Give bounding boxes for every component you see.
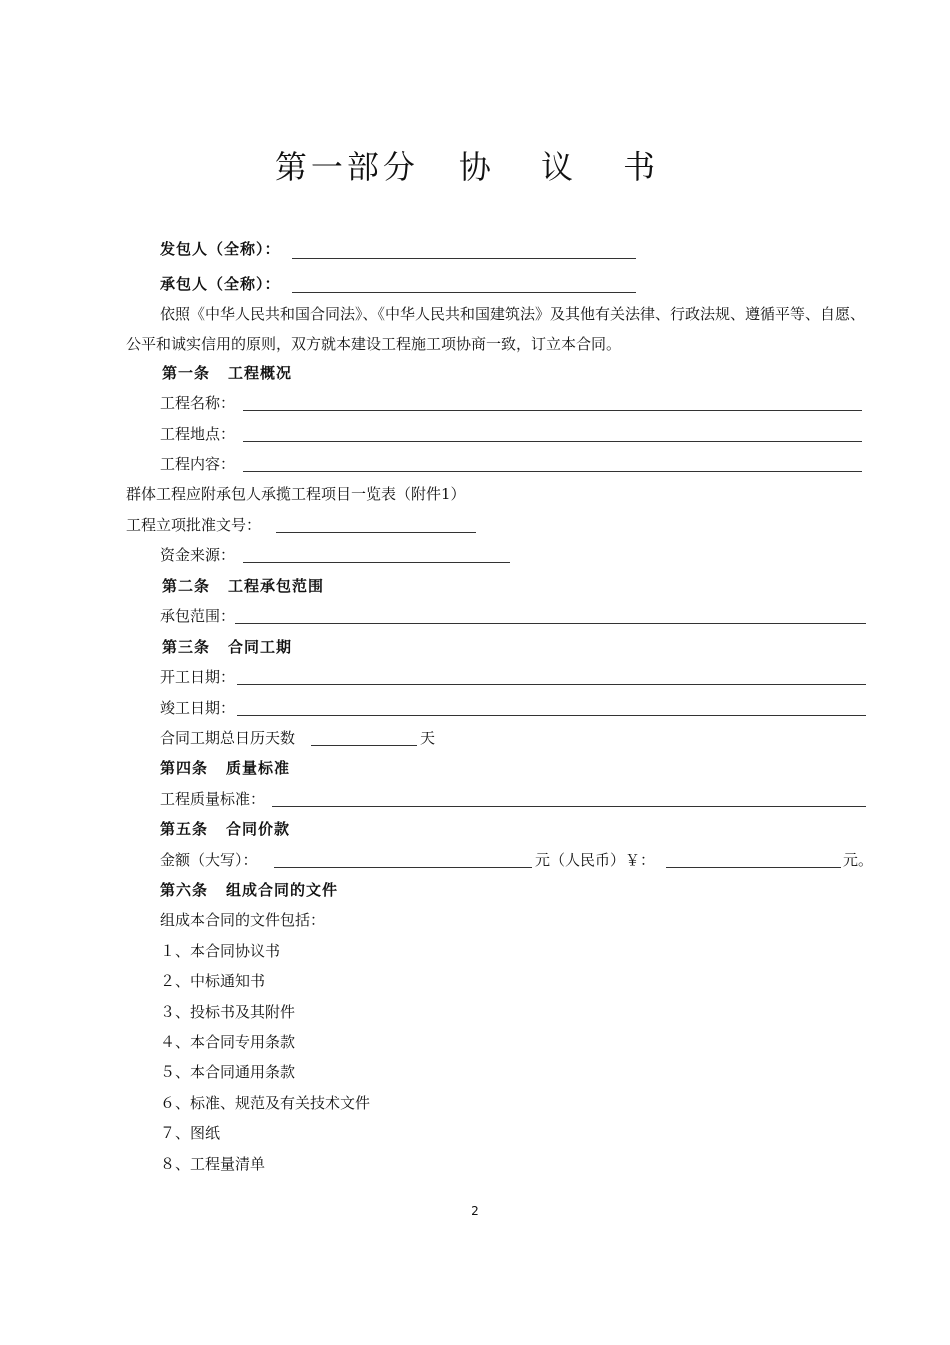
article-3-heading — [162, 636, 292, 658]
scope-label: 承包范围： — [160, 607, 236, 625]
approval-number-label: 工程立项批准文号： — [126, 516, 262, 534]
intro-paragraph: 依照《中华人民共和国合同法》、《中华人民共和国建筑法》及其他有关法律、行政法规、遵循平等、自愿、公平和诚实信用的原则，双方就本建设工程施工项协商一致，订立本合同。 — [126, 305, 866, 353]
contractor-field[interactable] — [292, 292, 636, 293]
start-date-label: 开工日期： — [160, 668, 236, 686]
project-location-field[interactable] — [243, 441, 862, 442]
fund-source-field[interactable] — [243, 562, 510, 563]
contractor-label: 承包人（全称）： — [160, 275, 281, 293]
article-3-title: 合同工期 — [228, 638, 293, 656]
group-project-note: 群体工程应附承包人承揽工程项目一览表（附件1） — [126, 485, 466, 503]
list-item: ２、中标通知书 — [160, 972, 266, 990]
article-5-title: 合同价款 — [226, 820, 291, 838]
article-1-title: 工程概况 — [228, 364, 293, 382]
list-item: ４、本合同专用条款 — [160, 1033, 296, 1051]
start-date-field[interactable] — [237, 684, 866, 685]
project-name-field[interactable] — [243, 410, 862, 411]
employer-field[interactable] — [292, 258, 636, 259]
page-number: 2 — [471, 1204, 479, 1218]
article-2-heading — [162, 575, 324, 597]
article-4-heading — [160, 757, 290, 779]
project-location-label: 工程地点： — [160, 425, 236, 443]
total-days-suffix: 天 — [420, 729, 436, 747]
project-content-field[interactable] — [243, 471, 862, 472]
approval-number-field[interactable] — [276, 532, 476, 533]
yuan-label: 元。 — [843, 851, 874, 869]
fund-source-label: 资金来源： — [160, 546, 236, 564]
scope-field[interactable] — [235, 623, 866, 624]
list-item: ８、工程量清单 — [160, 1155, 266, 1173]
title-name: 协 议 书 — [458, 148, 676, 186]
article-4-num: 第四条 — [160, 759, 209, 777]
article-6-title: 组成合同的文件 — [226, 881, 339, 899]
list-item: ３、投标书及其附件 — [160, 1003, 296, 1021]
list-item: ６、标准、规范及有关技术文件 — [160, 1094, 371, 1112]
title-part: 第一部分 — [274, 148, 419, 186]
end-date-label: 竣工日期： — [160, 699, 236, 717]
project-content-label: 工程内容： — [160, 455, 236, 473]
article-6-num: 第六条 — [160, 881, 209, 899]
page-title — [0, 142, 950, 192]
total-days-prefix: 合同工期总日历天数 — [160, 729, 296, 747]
article-5-num: 第五条 — [160, 820, 209, 838]
amount-label: 金额（大写）： — [160, 851, 258, 869]
article-6-heading — [160, 879, 338, 901]
documents-intro: 组成本合同的文件包括： — [160, 911, 326, 929]
quality-field[interactable] — [272, 806, 866, 807]
amount-figures-field[interactable] — [666, 867, 841, 868]
article-4-title: 质量标准 — [226, 759, 291, 777]
end-date-field[interactable] — [237, 715, 866, 716]
project-name-label: 工程名称： — [160, 394, 236, 412]
article-2-num: 第二条 — [162, 577, 211, 595]
article-2-title: 工程承包范围 — [228, 577, 325, 595]
total-days-field[interactable] — [311, 745, 417, 746]
article-3-num: 第三条 — [162, 638, 211, 656]
article-1-heading — [162, 362, 292, 384]
employer-label: 发包人（全称）： — [160, 240, 281, 258]
list-item: １、本合同协议书 — [160, 942, 281, 960]
amount-words-field[interactable] — [274, 867, 532, 868]
article-1-num: 第一条 — [162, 364, 211, 382]
rmb-label: 元（人民币）￥： — [535, 851, 656, 869]
list-item: ５、本合同通用条款 — [160, 1063, 296, 1081]
list-item: ７、图纸 — [160, 1124, 221, 1142]
article-5-heading — [160, 818, 290, 840]
quality-label: 工程质量标准： — [160, 790, 266, 808]
